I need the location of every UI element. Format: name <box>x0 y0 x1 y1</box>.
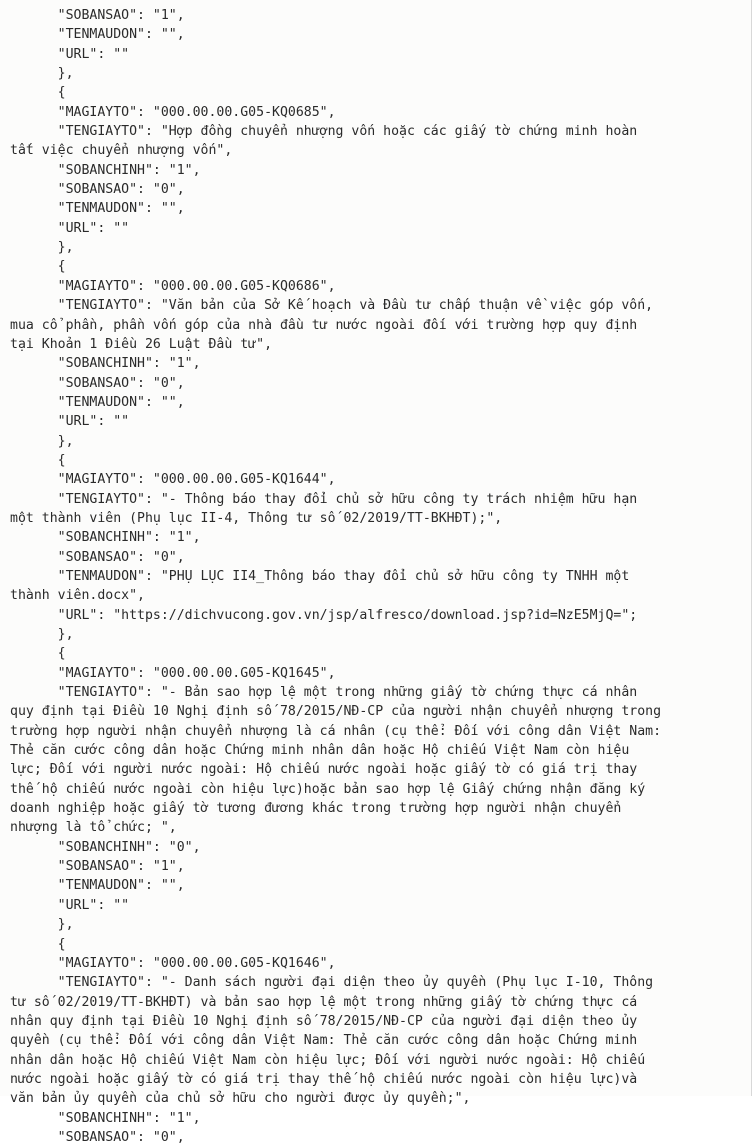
code-line: "URL": "https://dichvucong.gov.vn/jsp/alfresco/download.jsp?id=NzE5MjQ="; <box>10 607 638 623</box>
code-line: "MAGIAYTO": "000.00.00.G05-KQ1646", <box>10 955 336 971</box>
code-line: "SOBANSAO": "0", <box>10 1129 185 1145</box>
code-line: { <box>10 85 66 101</box>
code-line: "URL": "" <box>10 46 130 62</box>
code-line: Thẻ căn cước công dân hoặc Chứng minh nhân dân hoặc Hộ chiếu Việt Nam còn hiệu <box>10 743 630 759</box>
code-line: "URL": "" <box>10 897 130 913</box>
code-line: "SOBANSAO": "0", <box>10 375 185 391</box>
code-line: nước ngoài hoặc giấy tờ có giá trị thay thế hộ chiếu nước ngoài còn hiệu lực)và <box>10 1071 638 1087</box>
code-line: "TENMAUDON": "", <box>10 27 185 43</box>
code-line: "SOBANCHINH": "1", <box>10 1110 201 1126</box>
code-line: "SOBANCHINH": "1", <box>10 530 201 546</box>
code-line: }, <box>10 433 74 449</box>
code-line: quy định tại Điều 10 Nghị định số 78/2015/NĐ-CP của người nhận chuyển nhượng trong <box>10 704 662 720</box>
code-line: "SOBANCHINH": "0", <box>10 839 201 855</box>
code-line: }, <box>10 627 74 642</box>
code-line: "TENGIAYTO": "- Bản sao hợp lệ một trong những giấy tờ chứng thực cá nhân <box>10 685 638 701</box>
code-line: "MAGIAYTO": "000.00.00.G05-KQ1644", <box>10 472 336 488</box>
code-line: "TENGIAYTO": "- Danh sách người đại diện theo ủy quyền (Phụ lục I-10, Thông <box>10 975 654 991</box>
code-line: văn bản ủy quyền của chủ sở hữu cho người được ủy quyền;", <box>10 1091 471 1107</box>
code-line: "SOBANSAO": "1", <box>10 859 185 875</box>
code-line: tất việc chuyển nhượng vốn", <box>10 143 233 159</box>
code-line: "SOBANSAO": "0", <box>10 549 185 565</box>
code-line: trường hợp người nhận chuyển nhượng là cá nhân (cụ thể: Đối với công dân Việt Nam: <box>10 723 662 739</box>
code-line: thế hộ chiếu nước ngoài còn hiệu lực)hoặc bản sao hợp lệ Giấy chứng nhận đăng ký <box>10 781 646 797</box>
code-line: doanh nghiệp hoặc giấy tờ tương đương khác trong trường hợp người nhận chuyển <box>10 801 622 817</box>
code-line: "TENMAUDON": "PHỤ LỤC II4_Thông báo thay đổi chủ sở hữu công ty TNHH một <box>10 568 630 584</box>
code-line: tại Khoản 1 Điều 26 Luật Đầu tư", <box>10 336 273 352</box>
code-line: "SOBANCHINH": "1", <box>10 356 201 372</box>
code-line: "URL": "" <box>10 220 130 236</box>
code-line: nhượng là tổ chức; ", <box>10 820 177 836</box>
code-line: "MAGIAYTO": "000.00.00.G05-KQ0686", <box>10 278 336 294</box>
code-line: }, <box>10 66 74 82</box>
code-line: "TENMAUDON": "", <box>10 201 185 217</box>
code-line: "TENMAUDON": "", <box>10 394 185 410</box>
code-line: nhân dân hoặc Hộ chiếu Việt Nam còn hiệu lực; Đối với người nước ngoài: Hộ chiếu <box>10 1052 646 1068</box>
code-line: tư số 02/2019/TT-BKHĐT) và bản sao hợp lệ một trong những giấy tờ chứng thực cá <box>10 994 638 1010</box>
code-line: mua cổ phần, phần vốn góp của nhà đầu tư nước ngoài đối với trường hợp quy định <box>10 317 638 333</box>
code-line: { <box>10 646 66 662</box>
code-line: một thành viên (Phụ lục II-4, Thông tư số 02/2019/TT-BKHĐT);", <box>10 510 503 526</box>
code-line: nhân quy định tại Điều 10 Nghị định số 78/2015/NĐ-CP của người đại diện theo ủy <box>10 1013 638 1029</box>
code-line: thành viên.docx", <box>10 588 145 604</box>
code-line: "URL": "" <box>10 414 130 430</box>
code-line: "MAGIAYTO": "000.00.00.G05-KQ0685", <box>10 104 336 120</box>
code-line: lực; Đối với người nước ngoài: Hộ chiếu nước ngoài hoặc giấy tờ có giá trị thay <box>10 762 638 778</box>
code-line: "SOBANCHINH": "1", <box>10 162 201 178</box>
code-line: { <box>10 259 66 275</box>
code-line: { <box>10 452 66 468</box>
code-line: { <box>10 936 66 952</box>
code-line: "SOBANSAO": "0", <box>10 182 185 198</box>
code-line: "MAGIAYTO": "000.00.00.G05-KQ1645", <box>10 665 336 681</box>
code-line: }, <box>10 240 74 256</box>
code-line: quyền (cụ thể: Đối với công dân Việt Nam: Thẻ căn cước công dân hoặc Chứng minh <box>10 1033 638 1049</box>
code-line: "TENGIAYTO": "- Thông báo thay đổi chủ sở hữu công ty trách nhiệm hữu hạn <box>10 491 638 507</box>
code-line: "TENMAUDON": "", <box>10 878 185 894</box>
code-line: "TENGIAYTO": "Văn bản của Sở Kế hoạch và Đầu tư chấp thuận về việc góp vốn, <box>10 298 654 314</box>
code-line: }, <box>10 917 74 933</box>
code-line: "SOBANSAO": "1", <box>10 8 185 23</box>
code-line: "TENGIAYTO": "Hợp đồng chuyển nhượng vốn hoặc các giấy tờ chứng minh hoàn <box>10 124 638 140</box>
